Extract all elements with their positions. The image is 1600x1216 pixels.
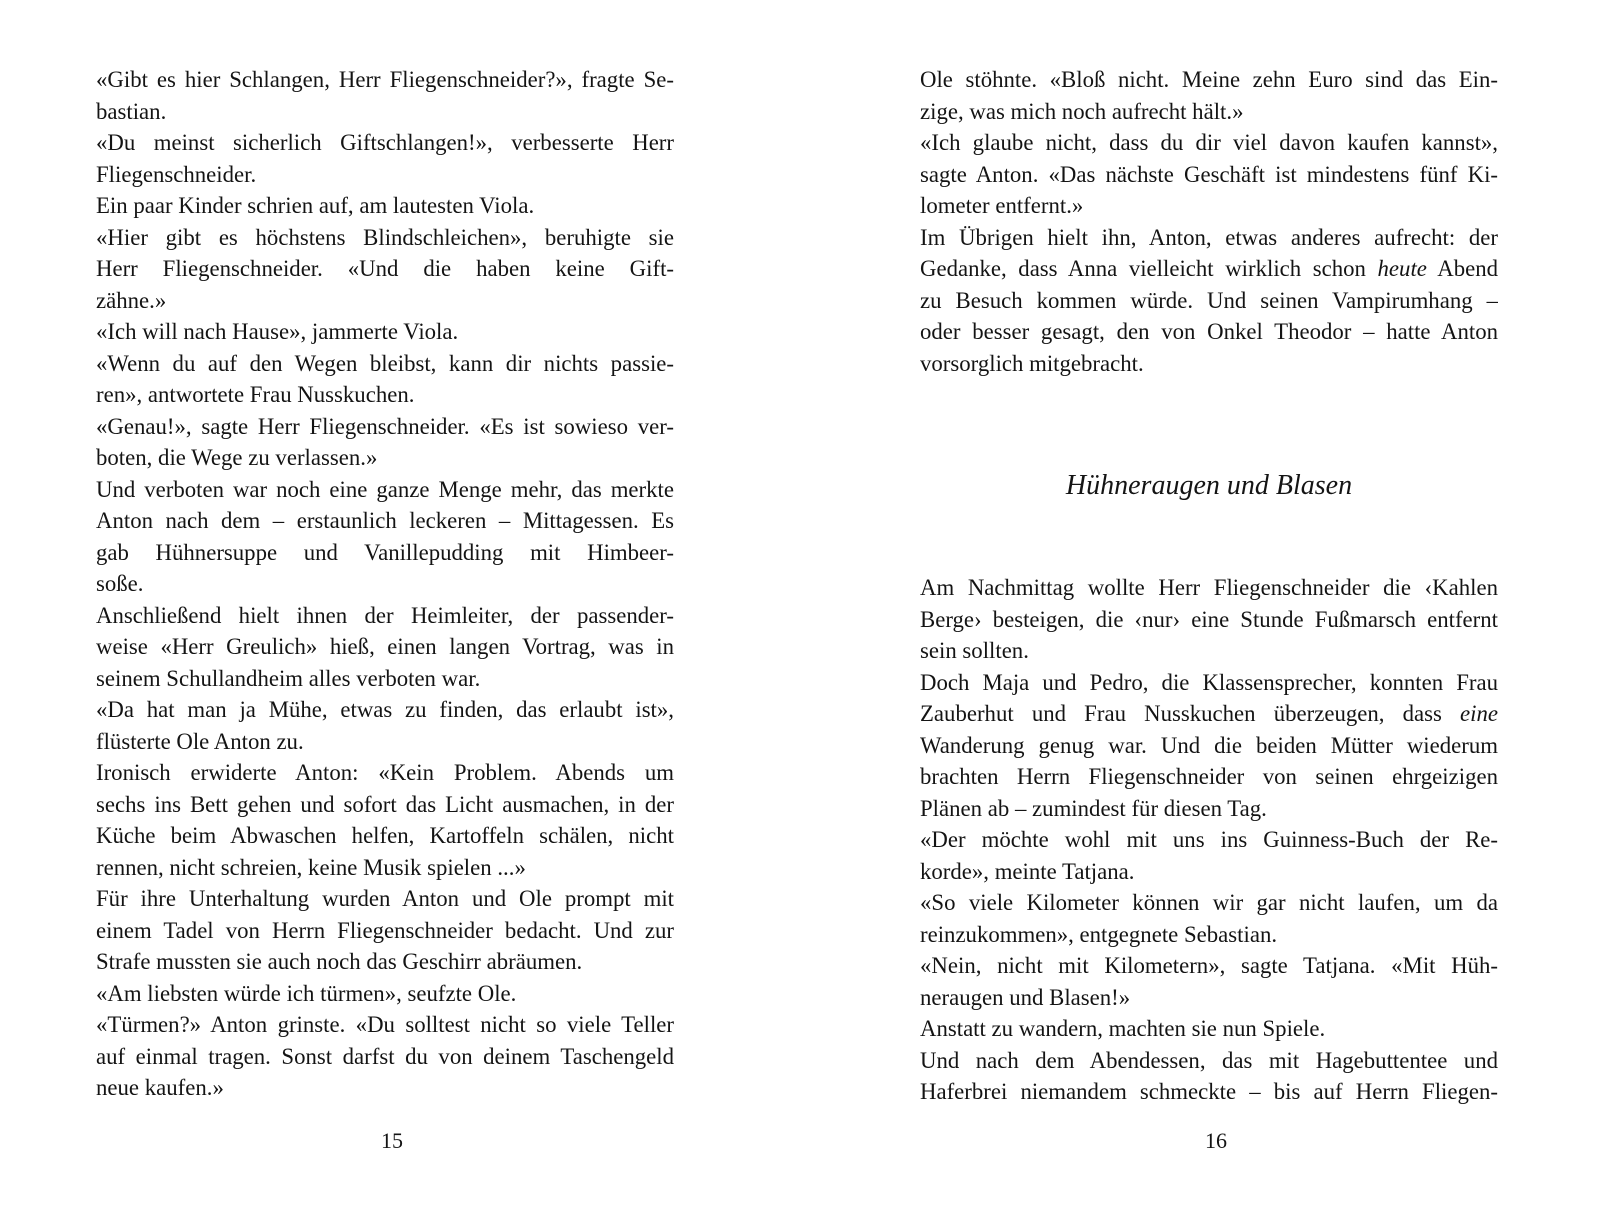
- text-line: reinzukommen», entgegnete Sebastian.: [920, 921, 1278, 947]
- text-line: «Du meinst sicherlich Giftschlangen!», verbesserte Herr: [96, 130, 674, 155]
- text-line: Ole stöhnte. «Bloß nicht. Meine zehn Euro sind das Ein-: [920, 67, 1498, 92]
- text-line: vorsorglich mitgebracht.: [920, 350, 1144, 376]
- text-line: Berge› besteigen, die ‹nur› eine Stunde Fußmarsch entfernt: [920, 606, 1498, 632]
- text-line: Ein paar Kinder schrien auf, am lautesten Viola.: [96, 193, 535, 218]
- text-line: zähne.»: [96, 287, 167, 313]
- text-line: ren», antwortete Frau Nusskuchen.: [96, 382, 415, 407]
- text-line: Anschließend hielt ihnen der Heimleiter, der passender-: [96, 602, 674, 628]
- chapter-title: Hühneraugen und Blasen: [1065, 470, 1353, 501]
- text-line: «Ich glaube nicht, dass du dir viel davon kaufen kannst»,: [920, 130, 1498, 155]
- text-line: Am Nachmittag wollte Herr Fliegenschneider die ‹Kahlen: [920, 575, 1498, 600]
- text-line: «Der möchte wohl mit uns ins Guinness-Buch der Re-: [920, 827, 1498, 852]
- text-line: Doch Maja und Pedro, die Klassensprecher, konnten Frau: [920, 669, 1498, 695]
- text-line: «So viele Kilometer können wir gar nicht laufen, um da: [920, 890, 1498, 915]
- text-line: Für ihre Unterhaltung wurden Anton und Ole prompt mit: [96, 886, 674, 911]
- text-line: Küche beim Abwaschen helfen, Kartoffeln schälen, nicht: [96, 823, 674, 848]
- text-line: korde», meinte Tatjana.: [920, 858, 1135, 884]
- text-line: [920, 698, 1498, 730]
- text-line: «Gibt es hier Schlangen, Herr Fliegenschneider?», fragte Se-: [96, 67, 674, 92]
- text-line: «Nein, nicht mit Kilometern», sagte Tatjana. «Mit Hüh-: [920, 953, 1498, 978]
- text-line: Und nach dem Abendessen, das mit Hagebuttentee und: [920, 1047, 1498, 1073]
- text-line: Herr Fliegenschneider. «Und die haben keine Gift-: [96, 256, 674, 281]
- text-line: Haferbrei niemandem schmeckte – bis auf Herrn Fliegen-: [920, 1079, 1498, 1104]
- text-line: einem Tadel von Herrn Fliegenschneider bedacht. Und zur: [96, 917, 674, 943]
- text-line: zu Besuch kommen würde. Und seinen Vampirumhang –: [920, 287, 1498, 313]
- text-line: «Türmen?» Anton grinste. «Du solltest nicht so viele Teller: [96, 1012, 674, 1037]
- right-page-number: 16: [1205, 1128, 1227, 1153]
- text-line: Anton nach dem – erstaunlich leckeren – Mittagessen. Es: [96, 508, 674, 533]
- text-line: bastian.: [96, 98, 167, 124]
- text-line: «Genau!», sagte Herr Fliegenschneider. «Es ist sowieso ver-: [96, 413, 674, 439]
- right-page-text-lower: [920, 572, 1498, 1108]
- text-line: Anstatt zu wandern, machten sie nun Spiele.: [920, 1016, 1326, 1041]
- text-line: lometer entfernt.»: [920, 193, 1084, 218]
- left-page-number: 15: [381, 1128, 403, 1153]
- text-line: Ironisch erwiderte Anton: «Kein Problem. Abends um: [96, 760, 674, 785]
- text-line: «Wenn du auf den Wegen bleibst, kann dir nichts passie-: [96, 350, 674, 376]
- text-line: sechs ins Bett gehen und sofort das Licht ausmachen, in der: [96, 791, 674, 817]
- text-line: oder besser gesagt, den von Onkel Theodor – hatte Anton: [920, 319, 1498, 344]
- text-line: neue kaufen.»: [96, 1075, 224, 1100]
- text-segment: Gedanke, dass Anna vielleicht wirklich schon: [920, 256, 1378, 281]
- text-line: [920, 253, 1498, 285]
- text-line: auf einmal tragen. Sonst darfst du von deinem Taschengeld: [96, 1043, 674, 1069]
- text-line: «Ich will nach Hause», jammerte Viola.: [96, 319, 459, 344]
- emphasized-word: heute: [1377, 256, 1427, 281]
- emphasized-word: eine: [1460, 701, 1498, 726]
- text-line: gab Hühnersuppe und Vanillepudding mit Himbeer-: [96, 539, 674, 565]
- text-line: brachten Herrn Fliegenschneider von seinen ehrgeizigen: [920, 764, 1498, 789]
- text-line: seinem Schullandheim alles verboten war.: [96, 665, 481, 691]
- text-line: boten, die Wege zu verlassen.»: [96, 445, 378, 470]
- text-line: Im Übrigen hielt ihn, Anton, etwas anderes aufrecht: der: [920, 224, 1498, 250]
- text-line: «Hier gibt es höchstens Blindschleichen», beruhigte sie: [96, 224, 674, 250]
- text-line: rennen, nicht schreien, keine Musik spielen ...»: [96, 854, 526, 880]
- text-line: sagte Anton. «Das nächste Geschäft ist mindestens fünf Ki-: [920, 161, 1498, 187]
- left-page-text: [96, 64, 674, 1104]
- text-line: weise «Herr Greulich» hieß, einen langen Vortrag, was in: [96, 634, 674, 659]
- text-segment: Zauberhut und Frau Nusskuchen überzeugen, dass: [920, 701, 1461, 726]
- text-line: Wanderung genug war. Und die beiden Mütter wiederum: [920, 732, 1498, 758]
- text-segment: Abend: [1426, 256, 1498, 281]
- text-line: «Da hat man ja Mühe, etwas zu finden, das erlaubt ist»,: [96, 697, 674, 722]
- right-page: [800, 0, 1600, 1216]
- text-line: zige, was mich noch aufrecht hält.»: [920, 98, 1244, 124]
- text-line: Fliegenschneider.: [96, 161, 257, 187]
- text-line: neraugen und Blasen!»: [920, 984, 1131, 1010]
- right-page-text-upper: [920, 64, 1498, 379]
- text-line: Strafe mussten sie auch noch das Geschirr abräumen.: [96, 949, 583, 974]
- text-line: soße.: [96, 571, 144, 596]
- text-line: Und verboten war noch eine ganze Menge mehr, das merkte: [96, 476, 674, 502]
- text-line: flüsterte Ole Anton zu.: [96, 728, 304, 754]
- text-line: sein sollten.: [920, 638, 1029, 663]
- text-line: Plänen ab – zumindest für diesen Tag.: [920, 795, 1267, 821]
- text-line: «Am liebsten würde ich türmen», seufzte Ole.: [96, 980, 517, 1006]
